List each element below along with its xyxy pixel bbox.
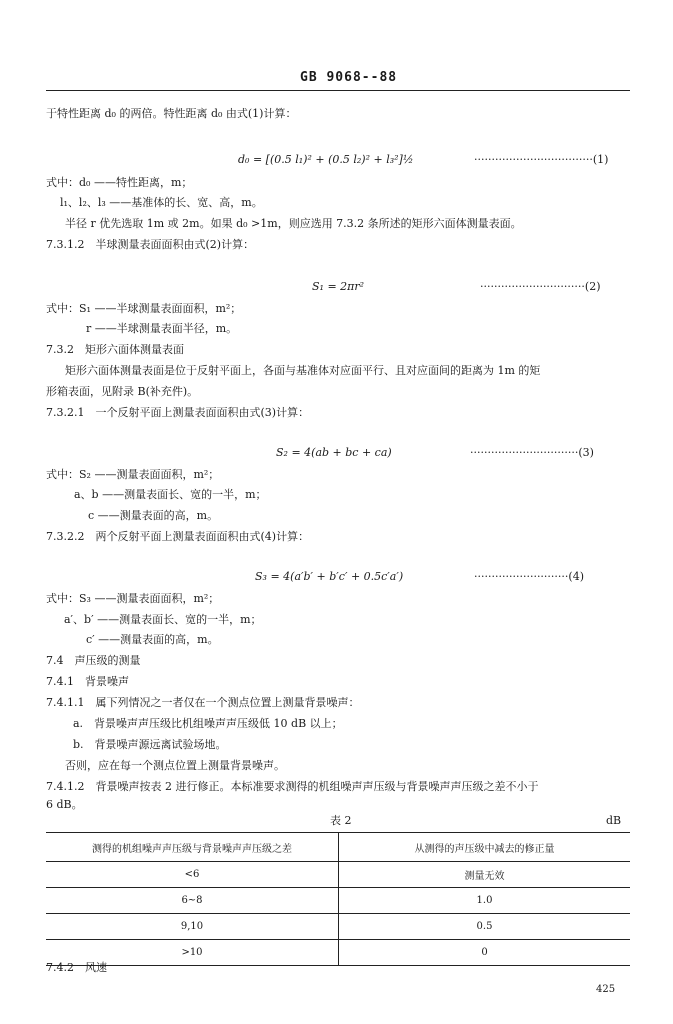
- list-item: a. 背景噪声声压级比机组噪声声压级低 10 dB 以上；: [73, 717, 343, 730]
- clause-heading: 7.4.1.2 背景噪声按表 2 进行修正。本标准要求测得的机组噪声声压级与背景噪声声压级之差不小于: [46, 780, 539, 793]
- equation-4-number: ···························(4): [474, 570, 584, 583]
- equation-3-number: ·······························(3): [470, 446, 594, 459]
- clause-heading: 7.4.1.1 属下列情况之一者仅在一个测点位置上测量背景噪声：: [46, 696, 360, 709]
- table-cell: 0: [339, 940, 631, 966]
- definition-line: a、b ——测量表面长、宽的一半，m；: [74, 488, 267, 501]
- table-cell: 9,10: [46, 914, 339, 940]
- definition-line: 式中：d₀ ——特性距离，m；: [46, 176, 193, 189]
- definition-line: 式中：S₂ ——测量表面面积，m²；: [46, 468, 220, 481]
- equation-2: S₁ = 2πr²: [312, 280, 365, 293]
- equation-3: S₂ = 4(ab + bc + ca): [276, 446, 392, 459]
- paragraph-line: 形箱表面，见附录 B(补充件)。: [46, 385, 199, 398]
- clause-heading: 7.3.1.2 半球测量表面面积由式(2)计算：: [46, 238, 255, 251]
- column-header: 从测得的声压级中减去的修正量: [339, 833, 631, 862]
- table-cell: 测量无效: [339, 862, 631, 888]
- list-item: b. 背景噪声源远离试验场地。: [73, 738, 227, 751]
- paragraph-line: 半径 r 优先选取 1m 或 2m。如果 d₀ >1m，则应选用 7.3.2 条所述的矩形六面体测量表面。: [65, 217, 522, 230]
- table-row: [46, 888, 630, 914]
- paragraph-line: 矩形六面体测量表面是位于反射平面上，各面与基准体对应面平行、且对应面间的距离为 1m 的矩: [65, 364, 541, 377]
- clause-heading: 7.3.2.2 两个反射平面上测量表面面积由式(4)计算：: [46, 530, 310, 543]
- definition-line: 式中：S₃ ——测量表面面积，m²；: [46, 592, 220, 605]
- table-header-row: [46, 833, 630, 862]
- section-heading: 7.3.2 矩形六面体测量表面: [46, 343, 184, 356]
- definition-line: a′、b′ ——测量表面长、宽的一半，m；: [64, 613, 262, 626]
- section-heading: 7.4 声压级的测量: [46, 654, 141, 667]
- header-rule: [46, 90, 630, 91]
- column-header: 测得的机组噪声声压级与背景噪声声压级之差: [46, 833, 339, 862]
- table-cell: 1.0: [339, 888, 631, 914]
- paragraph-line: 否则，应在每一个测点位置上测量背景噪声。: [65, 759, 285, 772]
- subsection-heading: 7.4.2 风速: [46, 961, 107, 974]
- correction-table: [46, 832, 630, 966]
- table-row: [46, 914, 630, 940]
- table-title: 表 2: [330, 814, 352, 827]
- definition-line: 式中：S₁ ——半球测量表面面积，m²；: [46, 302, 242, 315]
- table-row: [46, 940, 630, 966]
- clause-heading: 7.3.2.1 一个反射平面上测量表面面积由式(3)计算：: [46, 406, 310, 419]
- definition-line: l₁、l₂、l₃ ——基准体的长、宽、高，m。: [60, 196, 263, 209]
- equation-1: d₀ = [(0.5 l₁)² + (0.5 l₂)² + l₃²]½: [238, 153, 414, 166]
- definition-line: c′ ——测量表面的高，m。: [86, 633, 219, 646]
- table-cell: 6~8: [46, 888, 339, 914]
- table-unit: dB: [606, 814, 622, 827]
- table-row: [46, 862, 630, 888]
- table-cell: <6: [46, 862, 339, 888]
- equation-4: S₃ = 4(a′b′ + b′c′ + 0.5c′a′): [255, 570, 404, 583]
- equation-2-number: ······························(2): [480, 280, 601, 293]
- table-cell: 0.5: [339, 914, 631, 940]
- paragraph-line: 于特性距离 d₀ 的两倍。特性距离 d₀ 由式(1)计算：: [46, 107, 297, 120]
- table-cell: >10: [46, 940, 339, 966]
- definition-line: c ——测量表面的高，m。: [88, 509, 219, 522]
- page-number: 425: [596, 984, 616, 995]
- definition-line: r ——半球测量表面半径，m。: [86, 322, 238, 335]
- equation-1-number: ··································(1): [474, 153, 609, 166]
- subsection-heading: 7.4.1 背景噪声: [46, 675, 129, 688]
- paragraph-line: 6 dB。: [46, 798, 83, 811]
- standard-number: GB 9068--88: [300, 70, 398, 85]
